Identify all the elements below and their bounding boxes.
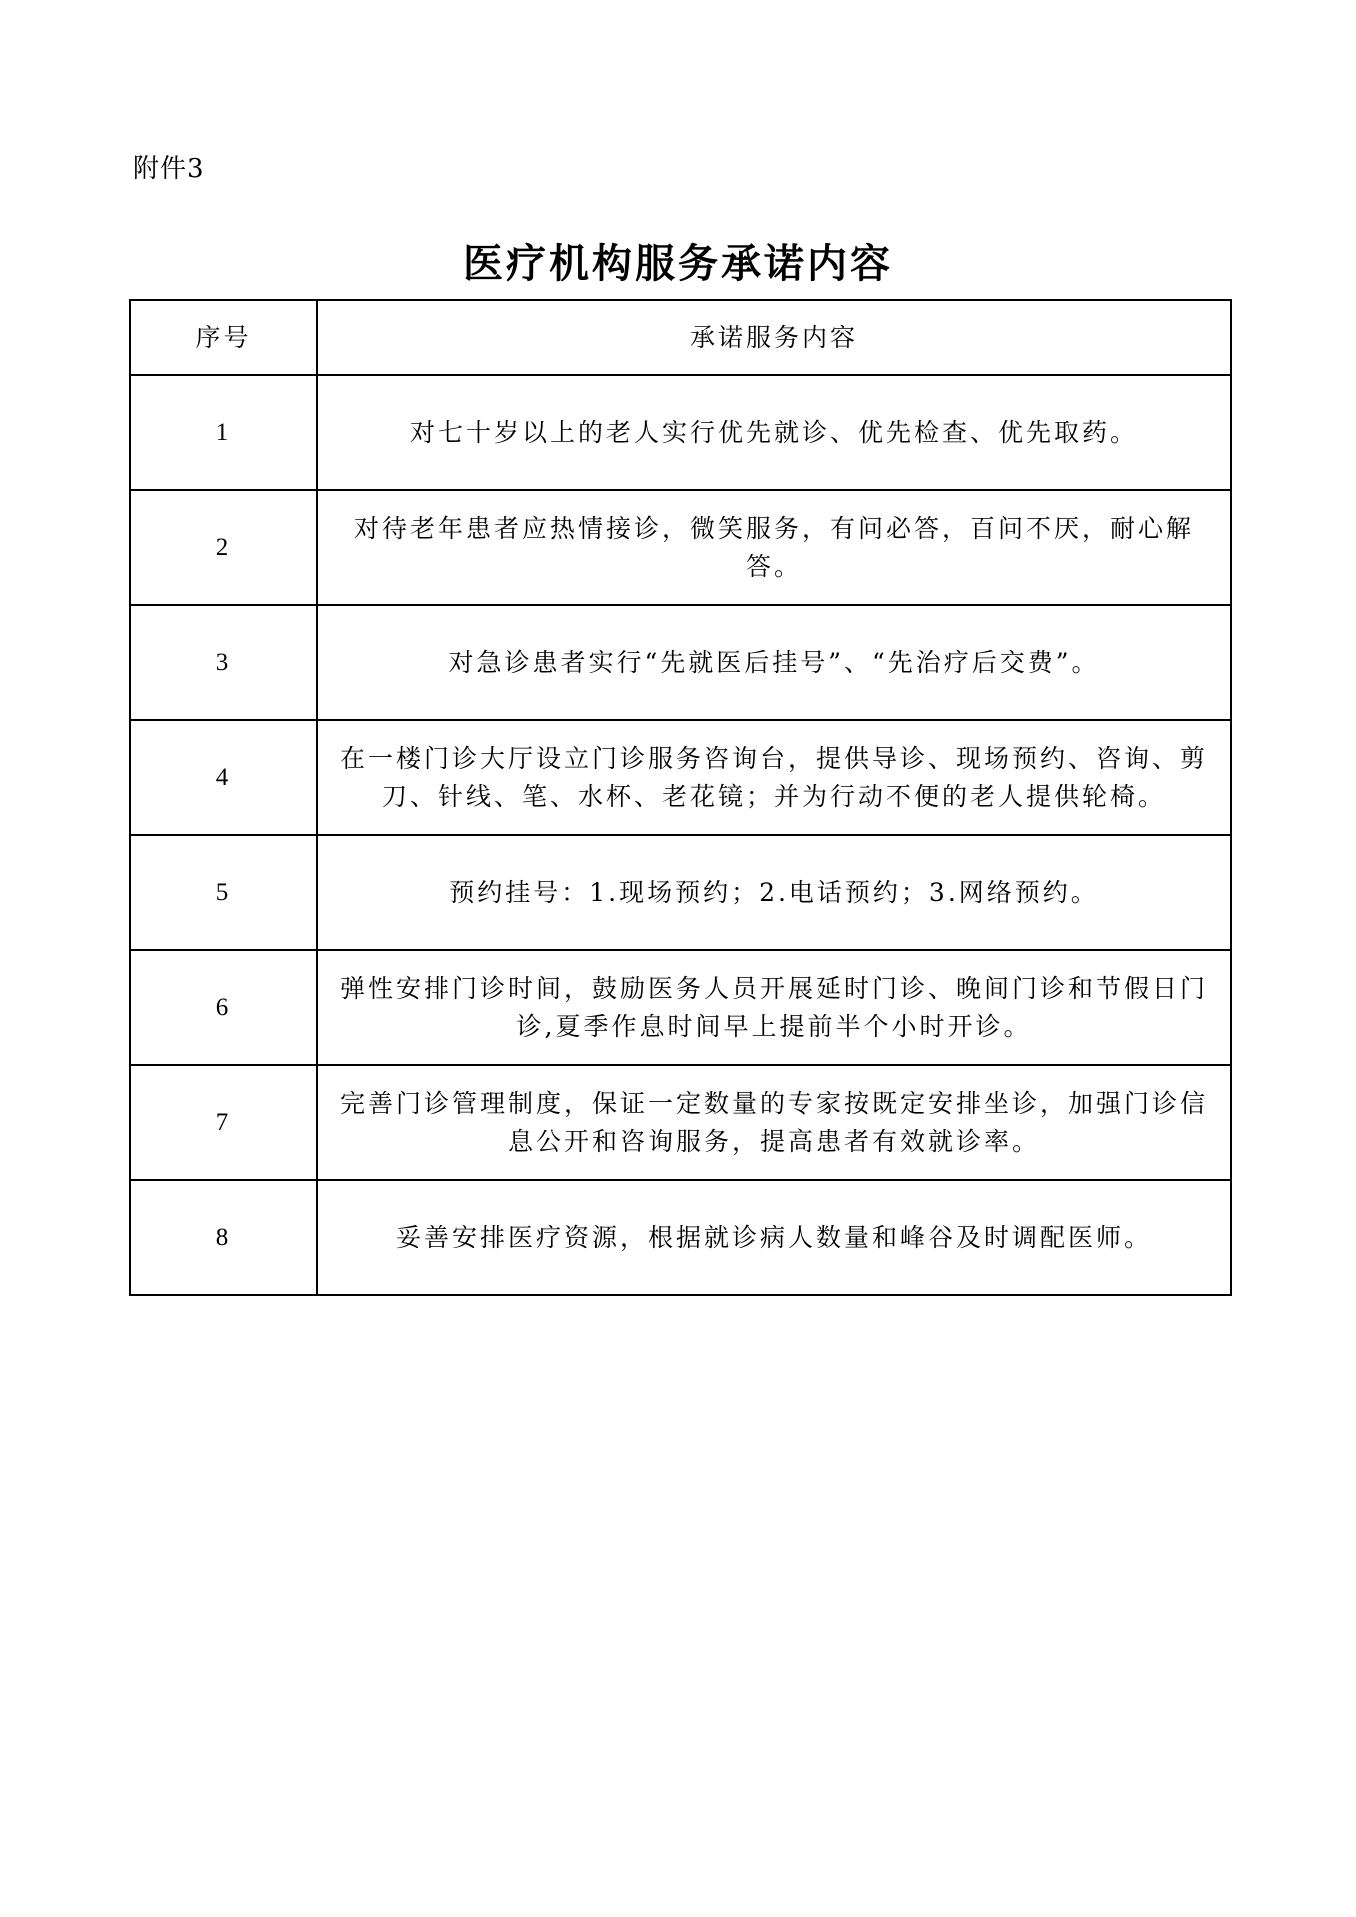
row-number: 8 <box>130 1180 317 1295</box>
row-content: 预约挂号：1.现场预约；2.电话预约；3.网络预约。 <box>317 835 1231 950</box>
row-content: 对待老年患者应热情接诊，微笑服务，有问必答，百问不厌，耐心解答。 <box>317 490 1231 605</box>
table-row <box>130 375 1231 490</box>
page-title: 医疗机构服务承诺内容 <box>463 240 893 287</box>
table-row <box>130 490 1231 605</box>
row-number: 6 <box>130 950 317 1065</box>
header-serial-number: 序号 <box>130 300 317 375</box>
row-number: 2 <box>130 490 317 605</box>
row-content: 对急诊患者实行“先就医后挂号”、“先治疗后交费”。 <box>317 605 1231 720</box>
row-content: 对七十岁以上的老人实行优先就诊、优先检查、优先取药。 <box>317 375 1231 490</box>
table-row <box>130 1180 1231 1295</box>
row-number: 7 <box>130 1065 317 1180</box>
table-header-row <box>130 300 1231 375</box>
table-row <box>130 950 1231 1065</box>
row-content: 在一楼门诊大厅设立门诊服务咨询台，提供导诊、现场预约、咨询、剪刀、针线、笔、水杯、老花镜；并为行动不便的老人提供轮椅。 <box>317 720 1231 835</box>
attachment-label: 附件3 <box>133 154 205 184</box>
service-commitment-table <box>129 299 1232 1296</box>
table-row <box>130 720 1231 835</box>
row-number: 4 <box>130 720 317 835</box>
table-row <box>130 605 1231 720</box>
table-row <box>130 835 1231 950</box>
table-row <box>130 1065 1231 1180</box>
row-number: 5 <box>130 835 317 950</box>
header-commitment-content: 承诺服务内容 <box>317 300 1231 375</box>
row-number: 1 <box>130 375 317 490</box>
row-content: 弹性安排门诊时间，鼓励医务人员开展延时门诊、晚间门诊和节假日门诊,夏季作息时间早上提前半个小时开诊。 <box>317 950 1231 1065</box>
row-content: 完善门诊管理制度，保证一定数量的专家按既定安排坐诊，加强门诊信息公开和咨询服务，提高患者有效就诊率。 <box>317 1065 1231 1180</box>
row-number: 3 <box>130 605 317 720</box>
row-content: 妥善安排医疗资源，根据就诊病人数量和峰谷及时调配医师。 <box>317 1180 1231 1295</box>
